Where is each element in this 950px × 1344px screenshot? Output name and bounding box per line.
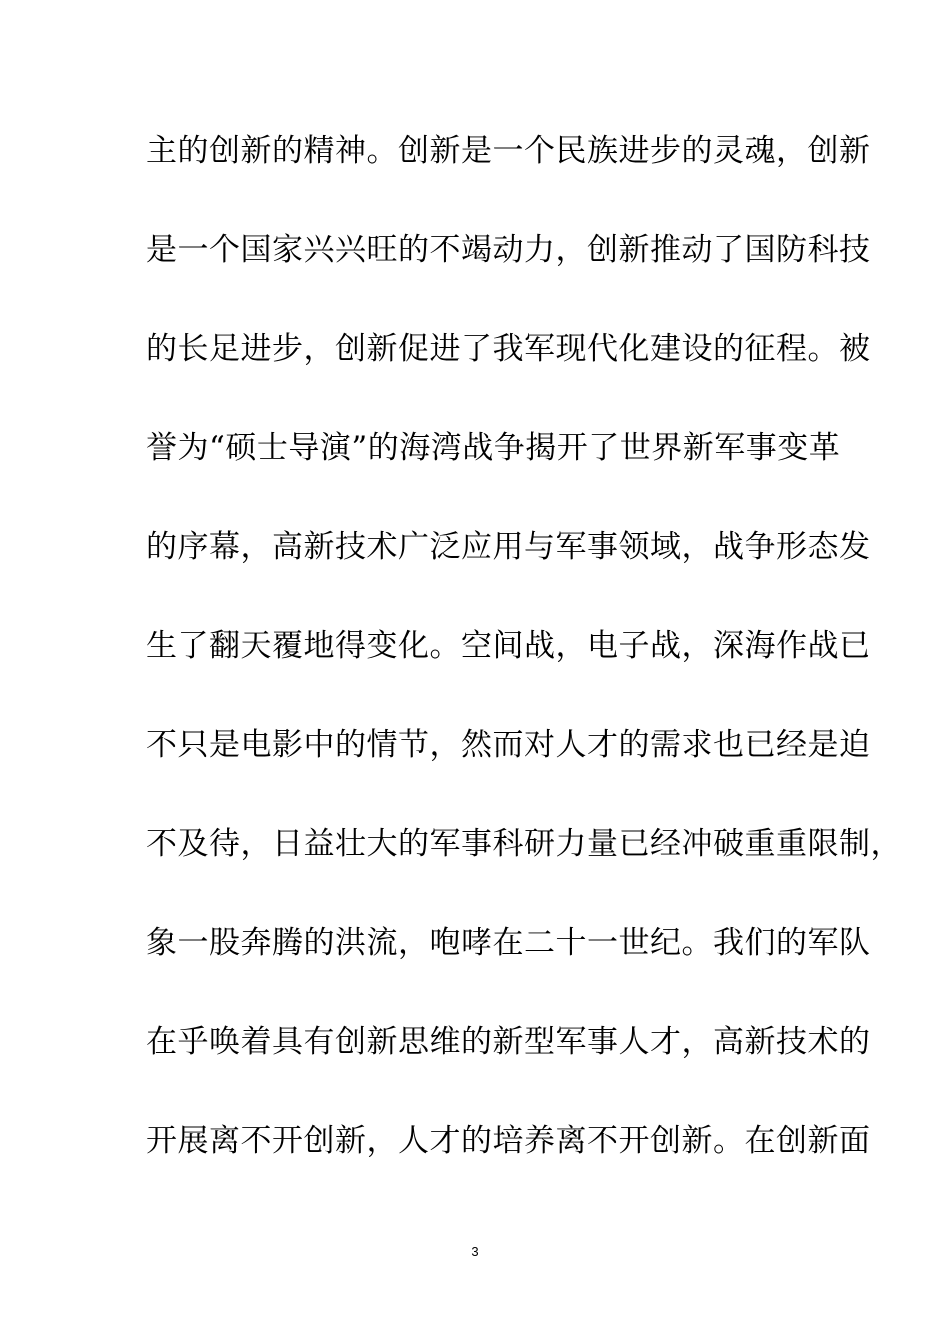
body-text-line-7: 不只是电影中的情节，然而对人才的需求也已经是迫 — [146, 727, 871, 763]
page-number: 3 — [471, 1244, 479, 1259]
body-text-line-6: 生了翻天覆地得变化。空间战，电子战，深海作战已 — [146, 628, 871, 664]
body-text-line-5: 的序幕，高新技术广泛应用与军事领域，战争形态发 — [146, 529, 871, 565]
body-text-line-11: 开展离不开创新，人才的培养离不开创新。在创新面 — [146, 1123, 871, 1159]
body-text-line-4: 誉为“硕士导演”的海湾战争揭开了世界新军事变革 — [146, 430, 841, 466]
body-text-line-9: 象一股奔腾的洪流，咆哮在二十一世纪。我们的军队 — [146, 925, 871, 961]
body-text-line-8: 不及待，日益壮大的军事科研力量已经冲破重重限制， — [146, 826, 902, 862]
body-text-line-2: 是一个国家兴兴旺的不竭动力，创新推动了国防科技 — [146, 232, 871, 268]
body-text-line-3: 的长足进步，创新促进了我军现代化建设的征程。被 — [146, 331, 871, 367]
body-text-line-10: 在乎唤着具有创新思维的新型军事人才，高新技术的 — [146, 1024, 871, 1060]
body-text-line-1: 主的创新的精神。创新是一个民族进步的灵魂，创新 — [146, 133, 871, 169]
